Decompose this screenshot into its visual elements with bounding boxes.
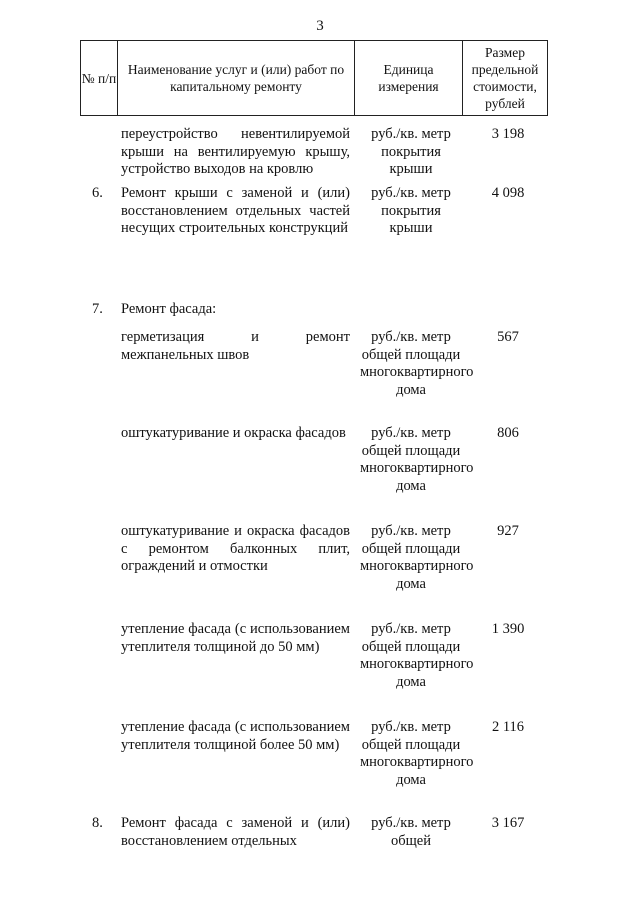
row-unit: руб./кв. метр общей площади многоквартирного дома bbox=[360, 523, 474, 592]
table-row bbox=[80, 301, 548, 329]
header-unit: Единица измерения bbox=[355, 41, 463, 115]
row-num bbox=[80, 719, 117, 815]
row-name: переустройство невентилируемой крыши на вентилируемую крышу, устройство выходов на кровлю bbox=[121, 126, 350, 177]
row-price: 927 bbox=[497, 523, 519, 539]
row-name: утепление фасада (с использованием утеплителя толщиной до 50 мм) bbox=[121, 621, 350, 655]
row-price: 2 116 bbox=[491, 719, 525, 735]
header-price: Размер предельной стоимости, рублей bbox=[471, 45, 539, 111]
row-price: 4 098 bbox=[491, 185, 525, 201]
row-num: 7. bbox=[92, 301, 103, 317]
row-price: 3 167 bbox=[491, 815, 525, 831]
table-row bbox=[80, 126, 548, 182]
table-row bbox=[80, 185, 548, 301]
table-row bbox=[80, 719, 548, 815]
row-unit: руб./кв. метр общей площади многоквартирного дома bbox=[360, 329, 474, 398]
page-number: 3 bbox=[316, 18, 324, 34]
row-name: Ремонт фасада с заменой и (или) восстановлением отдельных bbox=[121, 815, 350, 849]
table-row bbox=[80, 621, 548, 719]
row-num: 8. bbox=[92, 815, 103, 831]
row-price: 3 198 bbox=[491, 126, 525, 142]
header-name: Наименование услуг и (или) работ по капитальному ремонту bbox=[118, 41, 355, 115]
row-num bbox=[80, 523, 117, 621]
table-row bbox=[80, 329, 548, 425]
row-unit: руб./кв. метр общей площади многоквартирного дома bbox=[360, 621, 474, 690]
table-header bbox=[80, 40, 548, 116]
table-row bbox=[80, 815, 548, 855]
row-unit: руб./кв. метр общей площади многоквартирного дома bbox=[360, 425, 474, 494]
row-unit: руб./кв. метр общей площади многоквартирного дома bbox=[360, 719, 474, 788]
table-row bbox=[80, 425, 548, 523]
row-name: утепление фасада (с использованием утеплителя толщиной более 50 мм) bbox=[121, 719, 350, 753]
row-unit: руб./кв. метр общей bbox=[371, 815, 451, 849]
row-unit: руб./кв. метр покрытия крыши bbox=[371, 185, 451, 236]
row-name: оштукатуривание и окраска фасадов с ремонтом балконных плит, ограждений и отмостки bbox=[121, 523, 350, 574]
row-num bbox=[80, 126, 117, 182]
row-num bbox=[80, 329, 117, 425]
table-row bbox=[80, 523, 548, 621]
row-num: 6. bbox=[92, 185, 103, 201]
price-table bbox=[80, 40, 548, 855]
header-num: № п/п bbox=[81, 41, 118, 115]
row-price: 806 bbox=[497, 425, 519, 441]
row-price: 1 390 bbox=[491, 621, 525, 637]
row-name: Ремонт фасада: bbox=[121, 301, 217, 317]
row-price: 567 bbox=[497, 329, 519, 345]
row-name: оштукатуривание и окраска фасадов bbox=[121, 425, 346, 441]
row-unit: руб./кв. метр покрытия крыши bbox=[371, 126, 451, 177]
row-num bbox=[80, 425, 117, 523]
row-name: герметизация и ремонт межпанельных швов bbox=[121, 329, 350, 363]
row-num bbox=[80, 621, 117, 719]
row-name: Ремонт крыши с заменой и (или) восстановлением отдельных частей несущих строительных конструкций bbox=[121, 185, 350, 236]
